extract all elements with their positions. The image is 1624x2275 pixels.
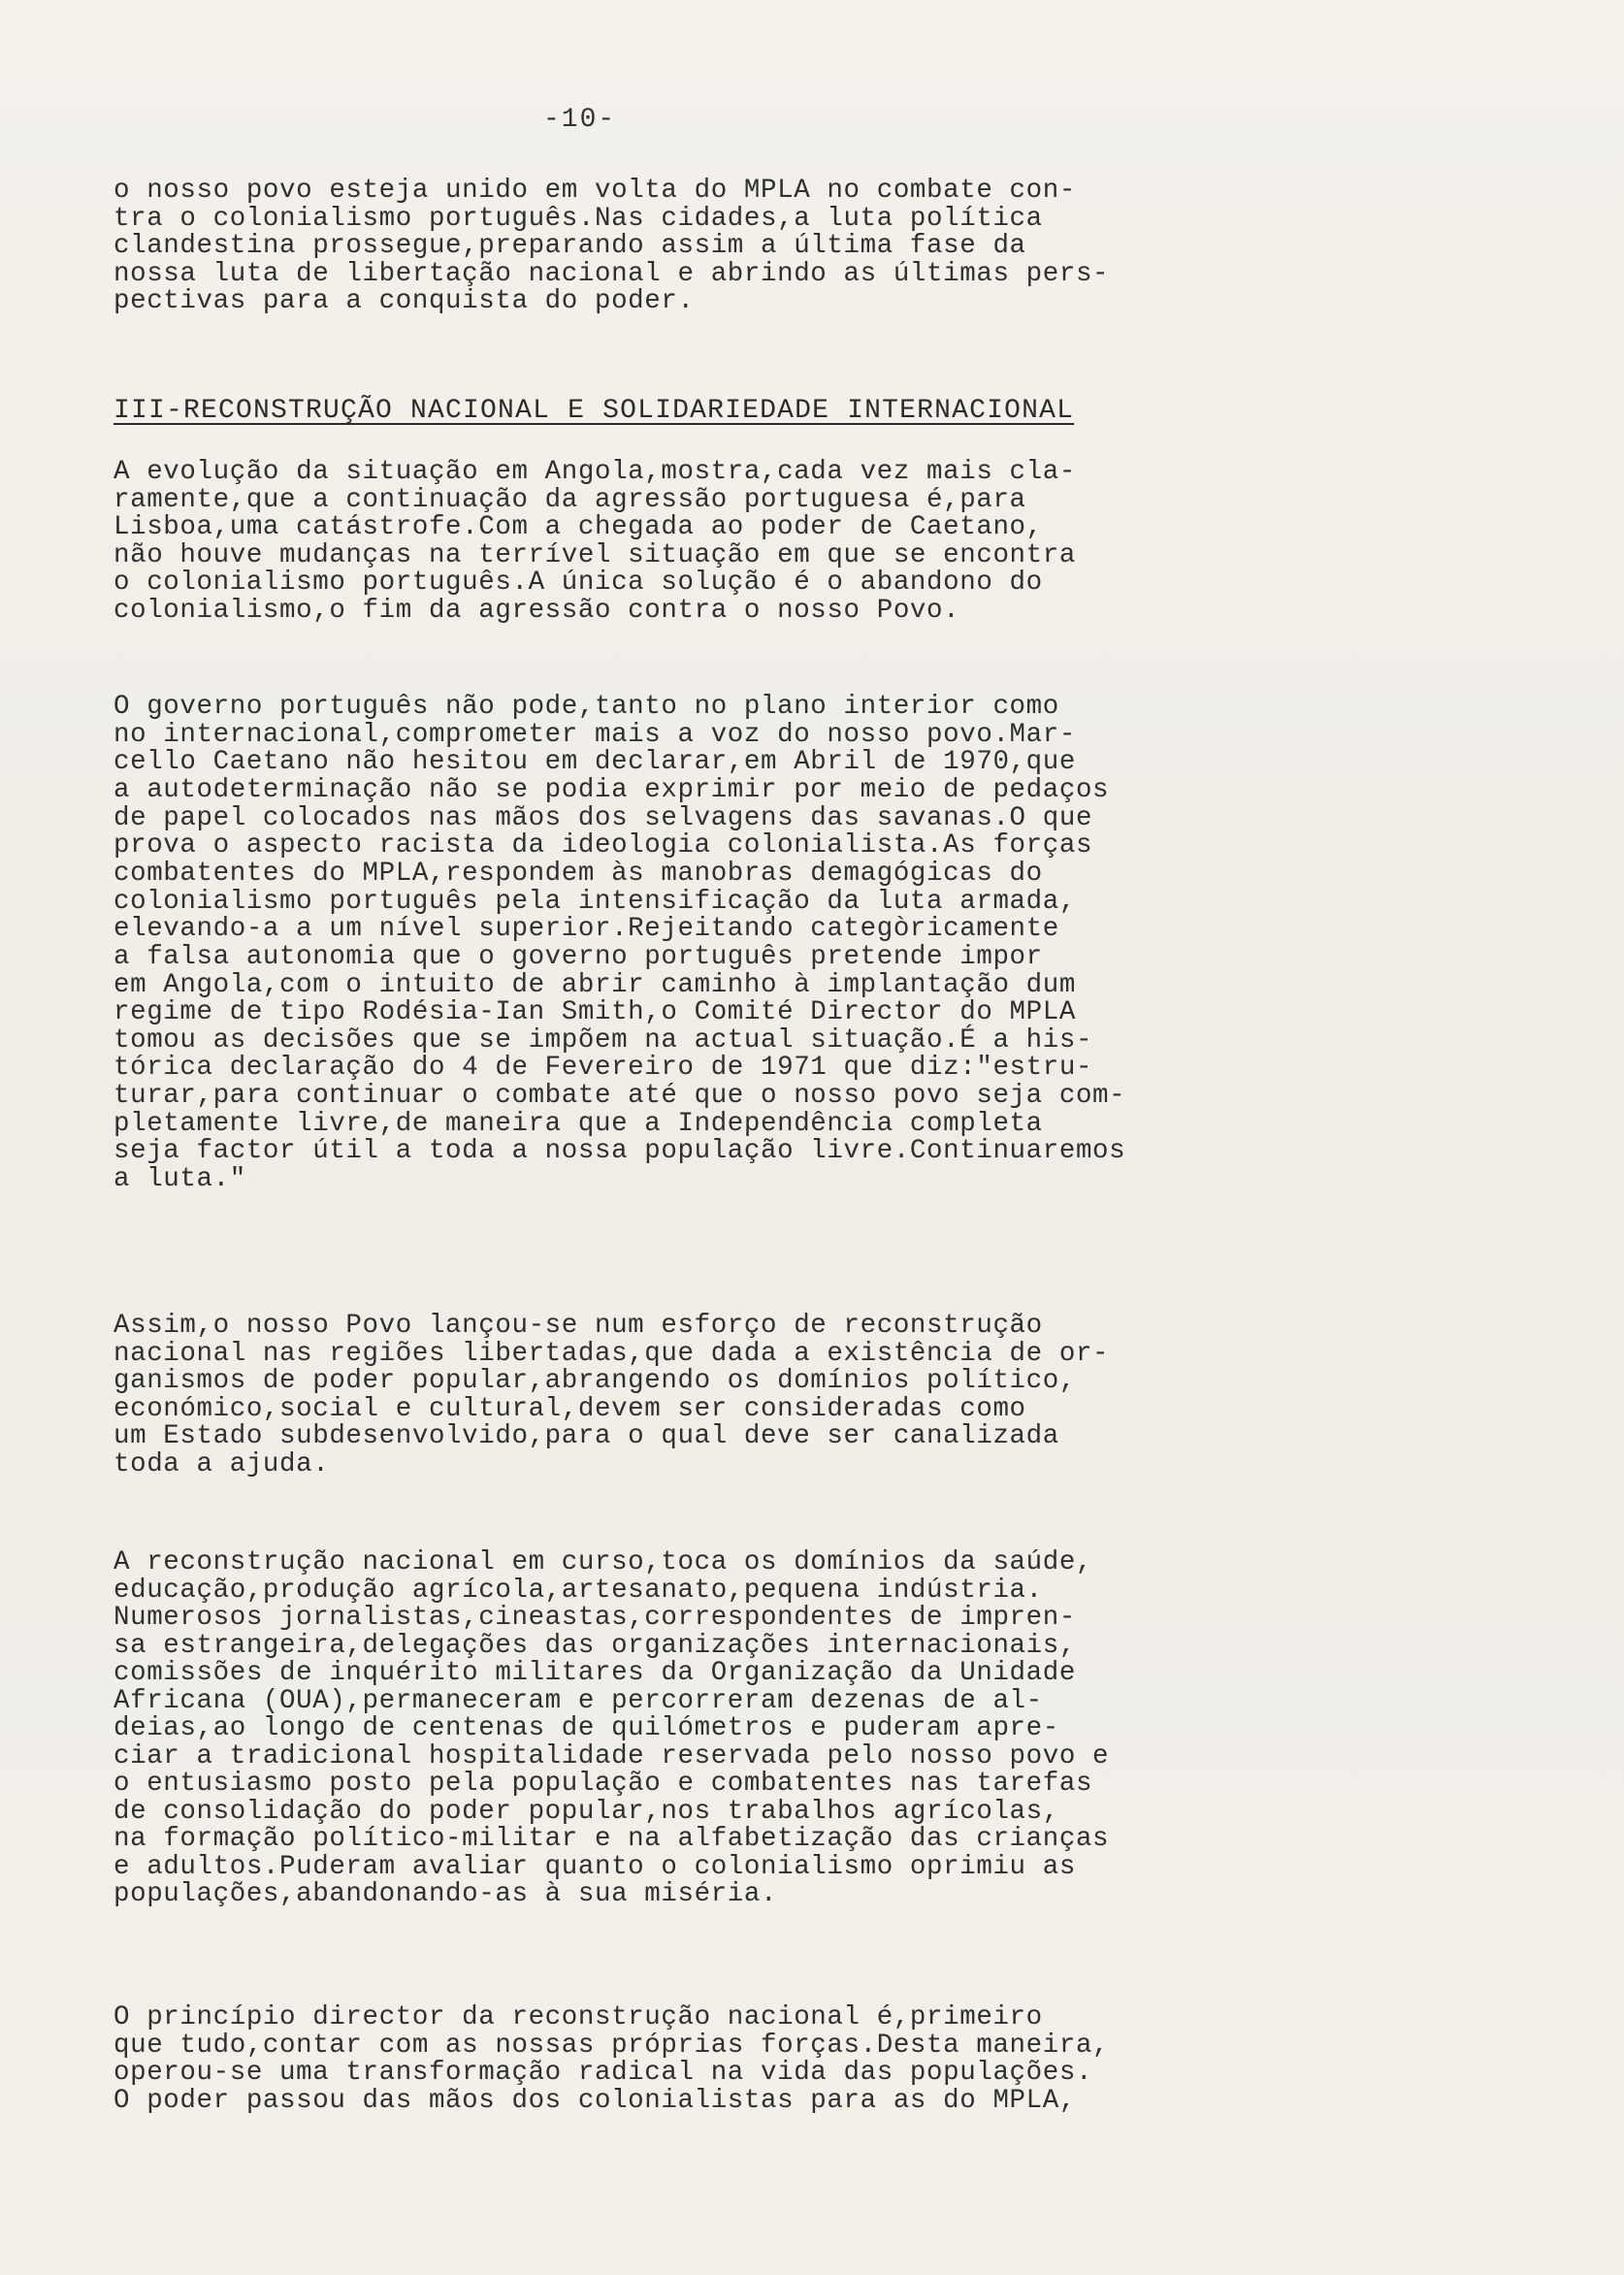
text-line: prova o aspecto racista da ideologia colonialista.As forças xyxy=(114,830,1093,861)
text-line: de papel colocados nas mãos dos selvagens das savanas.O que xyxy=(114,802,1093,833)
text-line: nossa luta de libertação nacional e abrindo as últimas pers- xyxy=(114,258,1110,289)
text-line: seja factor útil a toda a nossa população livre.Continuaremos xyxy=(114,1136,1126,1167)
text-line: O poder passou das mãos dos colonialistas para as do MPLA, xyxy=(114,2085,1076,2116)
text-line: a autodeterminação não se podia exprimir por meio de pedaços xyxy=(114,774,1110,805)
text-line: operou-se uma transformação radical na vida das populações. xyxy=(114,2058,1093,2089)
text-line: no internacional,comprometer mais a voz do nosso povo.Mar- xyxy=(114,719,1076,750)
text-line: comissões de inquérito militares da Organização da Unidade xyxy=(114,1658,1076,1689)
text-line: não houve mudanças na terrível situação em que se encontra xyxy=(114,539,1076,570)
text-line: toda a ajuda. xyxy=(114,1448,330,1479)
text-line: sa estrangeira,delegações das organizações internacionais, xyxy=(114,1630,1076,1661)
text-line: a luta." xyxy=(114,1164,246,1195)
text-line: o nosso povo esteja unido em volta do MPLA no combate con- xyxy=(114,176,1076,206)
text-line: regime de tipo Rodésia-Ian Smith,o Comité Director do MPLA xyxy=(114,997,1076,1028)
text-line: Assim,o nosso Povo lançou-se num esforço de reconstrução xyxy=(114,1311,1043,1341)
text-line: tomou as decisões que se impõem na actual situação.É a his- xyxy=(114,1024,1093,1056)
text-line: combatentes do MPLA,respondem às manobras demagógicas do xyxy=(114,858,1043,889)
text-line: ramente,que a continuação da agressão portuguesa é,para xyxy=(114,484,1026,515)
page-number: -10- xyxy=(543,105,617,135)
text-line: ganismos de poder popular,abrangendo os domínios político, xyxy=(114,1366,1076,1397)
text-line: deias,ao longo de centenas de quilómetros e puderam apre- xyxy=(114,1713,1059,1744)
section-heading: III-RECONSTRUÇÃO NACIONAL E SOLIDARIEDADE INTERNACIONAL xyxy=(114,396,1075,426)
text-line: a falsa autonomia que o governo português pretende impor xyxy=(114,941,1043,972)
text-line: educação,produção agrícola,artesanato,pequena indústria. xyxy=(114,1575,1043,1606)
text-line: ciar a tradicional hospitalidade reservada pelo nosso povo e xyxy=(114,1740,1110,1771)
text-line: O princípio director da reconstrução nacional é,primeiro xyxy=(114,2002,1043,2032)
text-line: e adultos.Puderam avaliar quanto o colonialismo oprimiu as xyxy=(114,1851,1076,1882)
text-line: em Angola,com o intuito de abrir caminho à implantação dum xyxy=(114,969,1076,1000)
text-line: na formação político-militar e na alfabetização das crianças xyxy=(114,1824,1110,1855)
text-line: Numerosos jornalistas,cineastas,correspondentes de impren- xyxy=(114,1603,1076,1634)
text-line: Africana (OUA),permaneceram e percorreram dezenas de al- xyxy=(114,1685,1043,1716)
text-line: tórica declaração do 4 de Fevereiro de 1971 que diz:"estru- xyxy=(114,1053,1093,1084)
text-line: de consolidação do poder popular,nos trabalhos agrícolas, xyxy=(114,1796,1059,1827)
text-line: elevando-a a um nível superior.Rejeitando categòricamente xyxy=(114,914,1059,945)
text-line: pletamente livre,de maneira que a Independência completa xyxy=(114,1108,1043,1139)
text-line: o entusiasmo posto pela população e combatentes nas tarefas xyxy=(114,1769,1093,1800)
text-line: O governo português não pode,tanto no plano interior como xyxy=(114,692,1059,722)
text-line: A reconstrução nacional em curso,toca os domínios da saúde, xyxy=(114,1547,1093,1577)
text-line: clandestina prossegue,preparando assim a última fase da xyxy=(114,231,1026,262)
text-line: cello Caetano não hesitou em declarar,em Abril de 1970,que xyxy=(114,747,1076,778)
text-line: colonialismo,o fim da agressão contra o nosso Povo. xyxy=(114,595,960,626)
text-line: Lisboa,uma catástrofe.Com a chegada ao poder de Caetano, xyxy=(114,512,1043,543)
text-line: A evolução da situação em Angola,mostra,cada vez mais cla- xyxy=(114,457,1076,487)
text-line: pectivas para a conquista do poder. xyxy=(114,286,695,317)
text-line: económico,social e cultural,devem ser consideradas como xyxy=(114,1393,1026,1424)
text-line: nacional nas regiões libertadas,que dada a existência de or- xyxy=(114,1338,1110,1369)
text-line: colonialismo português pela intensificação da luta armada, xyxy=(114,886,1076,917)
text-line: populações,abandonando-as à sua miséria. xyxy=(114,1879,778,1910)
text-line: um Estado subdesenvolvido,para o qual deve ser canalizada xyxy=(114,1421,1059,1452)
text-line: que tudo,contar com as nossas próprias forças.Desta maneira, xyxy=(114,2030,1110,2061)
text-line: o colonialismo português.A única solução é o abandono do xyxy=(114,568,1043,599)
text-line: turar,para continuar o combate até que o nosso povo seja com- xyxy=(114,1081,1126,1112)
text-line: tra o colonialismo português.Nas cidades,a luta política xyxy=(114,203,1043,234)
